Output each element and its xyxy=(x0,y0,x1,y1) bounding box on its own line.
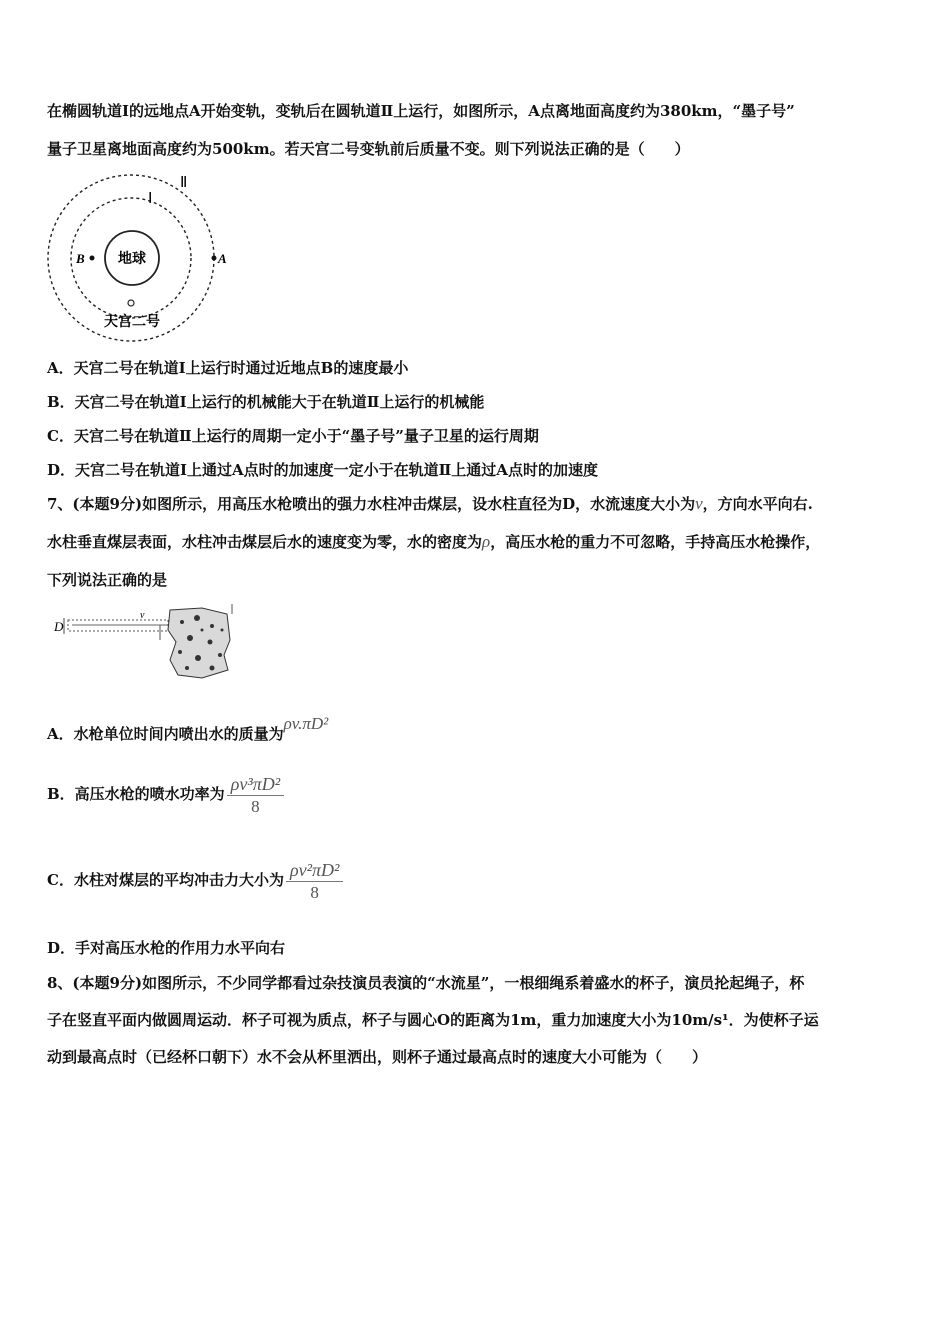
q7-symbol-rho: ρ xyxy=(482,532,491,551)
label-orbit-I: Ⅰ xyxy=(148,191,153,207)
label-earth: 地球 xyxy=(118,251,146,267)
q7-stem-line1a: 7、(本题9分)如图所示，用高压水枪喷出的强力水柱冲击煤层，设水柱直径为D，水流速度大小为 xyxy=(47,495,696,513)
label-point-A: A xyxy=(218,251,227,266)
water-jet-diagram xyxy=(52,600,237,682)
q8-stem-line3: 动到最高点时（已经杯口朝下）水不会从杯里洒出，则杯子通过最高点时的速度大小可能为（ ） xyxy=(47,1048,708,1066)
label-diameter-D: D xyxy=(54,619,64,634)
q7-stem-line2a: 水柱垂直煤层表面，水柱冲击煤层后水的速度变为零，水的密度为 xyxy=(47,533,483,551)
q7-symbol-v: v xyxy=(695,494,703,513)
q6-option-a: A．天宫二号在轨道Ⅰ上运行时通过近地点B的速度最小 xyxy=(47,359,409,377)
station-dot xyxy=(128,300,134,306)
label-velocity-v: v xyxy=(140,610,145,621)
q7-option-b-text: B．高压水枪的喷水功率为 xyxy=(47,785,225,803)
q8-stem-line1: 8、(本题9分)如图所示，不少同学都看过杂技演员表演的“水流星”，一根细绳系着盛水的杯子，演员抡起绳子，杯 xyxy=(47,974,805,992)
q7-option-c-denominator: 8 xyxy=(310,882,319,902)
q6-stem-line2: 量子卫星离地面高度约为500km。若天宫二号变轨前后质量不变。则下列说法正确的是（ ） xyxy=(47,140,690,158)
label-point-B: B xyxy=(76,251,85,266)
q6-option-c: C．天宫二号在轨道Ⅱ上运行的周期一定小于“墨子号”量子卫星的运行周期 xyxy=(47,427,539,445)
point-B-dot xyxy=(90,256,95,261)
q7-stem-line2 xyxy=(47,532,820,552)
q7-option-d: D．手对高压水枪的作用力水平向右 xyxy=(47,939,286,957)
q7-option-a-text: A．水枪单位时间内喷出水的质量为 xyxy=(47,725,284,743)
q7-stem-line2b: ，高压水枪的重力不可忽略，手持高压水枪操作， xyxy=(490,533,821,551)
q7-option-a-formula: ρv.πD² xyxy=(283,714,329,733)
q8-stem-line2: 子在竖直平面内做圆周运动．杯子可视为质点，杯子与圆心O的距离为1m，重力加速度大小为10m/s¹．为使杯子运 xyxy=(47,1011,819,1029)
q7-stem-line3: 下列说法正确的是 xyxy=(47,571,168,589)
q7-stem-line1 xyxy=(47,494,813,514)
q7-option-c-text: C．水柱对煤层的平均冲击力大小为 xyxy=(47,871,284,889)
q7-option-b xyxy=(47,770,284,818)
q7-option-b-denominator: 8 xyxy=(251,796,260,816)
q7-option-b-fraction xyxy=(227,773,284,818)
q7-option-c xyxy=(47,856,343,904)
label-orbit-II: Ⅱ xyxy=(180,175,188,191)
orbit-diagram xyxy=(44,170,227,342)
point-A-dot xyxy=(212,256,217,261)
q6-option-b: B．天宫二号在轨道Ⅰ上运行的机械能大于在轨道Ⅱ上运行的机械能 xyxy=(47,393,485,411)
label-station: 天宫二号 xyxy=(104,314,160,330)
q6-stem-line1: 在椭圆轨道Ⅰ的远地点A开始变轨，变轨后在圆轨道Ⅱ上运行，如图所示，A点离地面高度约为380km，“墨子号” xyxy=(47,102,795,120)
q7-option-a xyxy=(47,714,329,744)
q6-option-d: D．天宫二号在轨道Ⅰ上通过A点时的加速度一定小于在轨道Ⅱ上通过A点时的加速度 xyxy=(47,461,598,479)
q7-option-c-fraction xyxy=(286,859,343,904)
q7-stem-line1b: ，方向水平向右. xyxy=(702,495,813,513)
q7-option-c-numerator: ρv²πD² xyxy=(286,859,343,882)
q7-option-b-numerator: ρv³πD² xyxy=(227,773,284,796)
